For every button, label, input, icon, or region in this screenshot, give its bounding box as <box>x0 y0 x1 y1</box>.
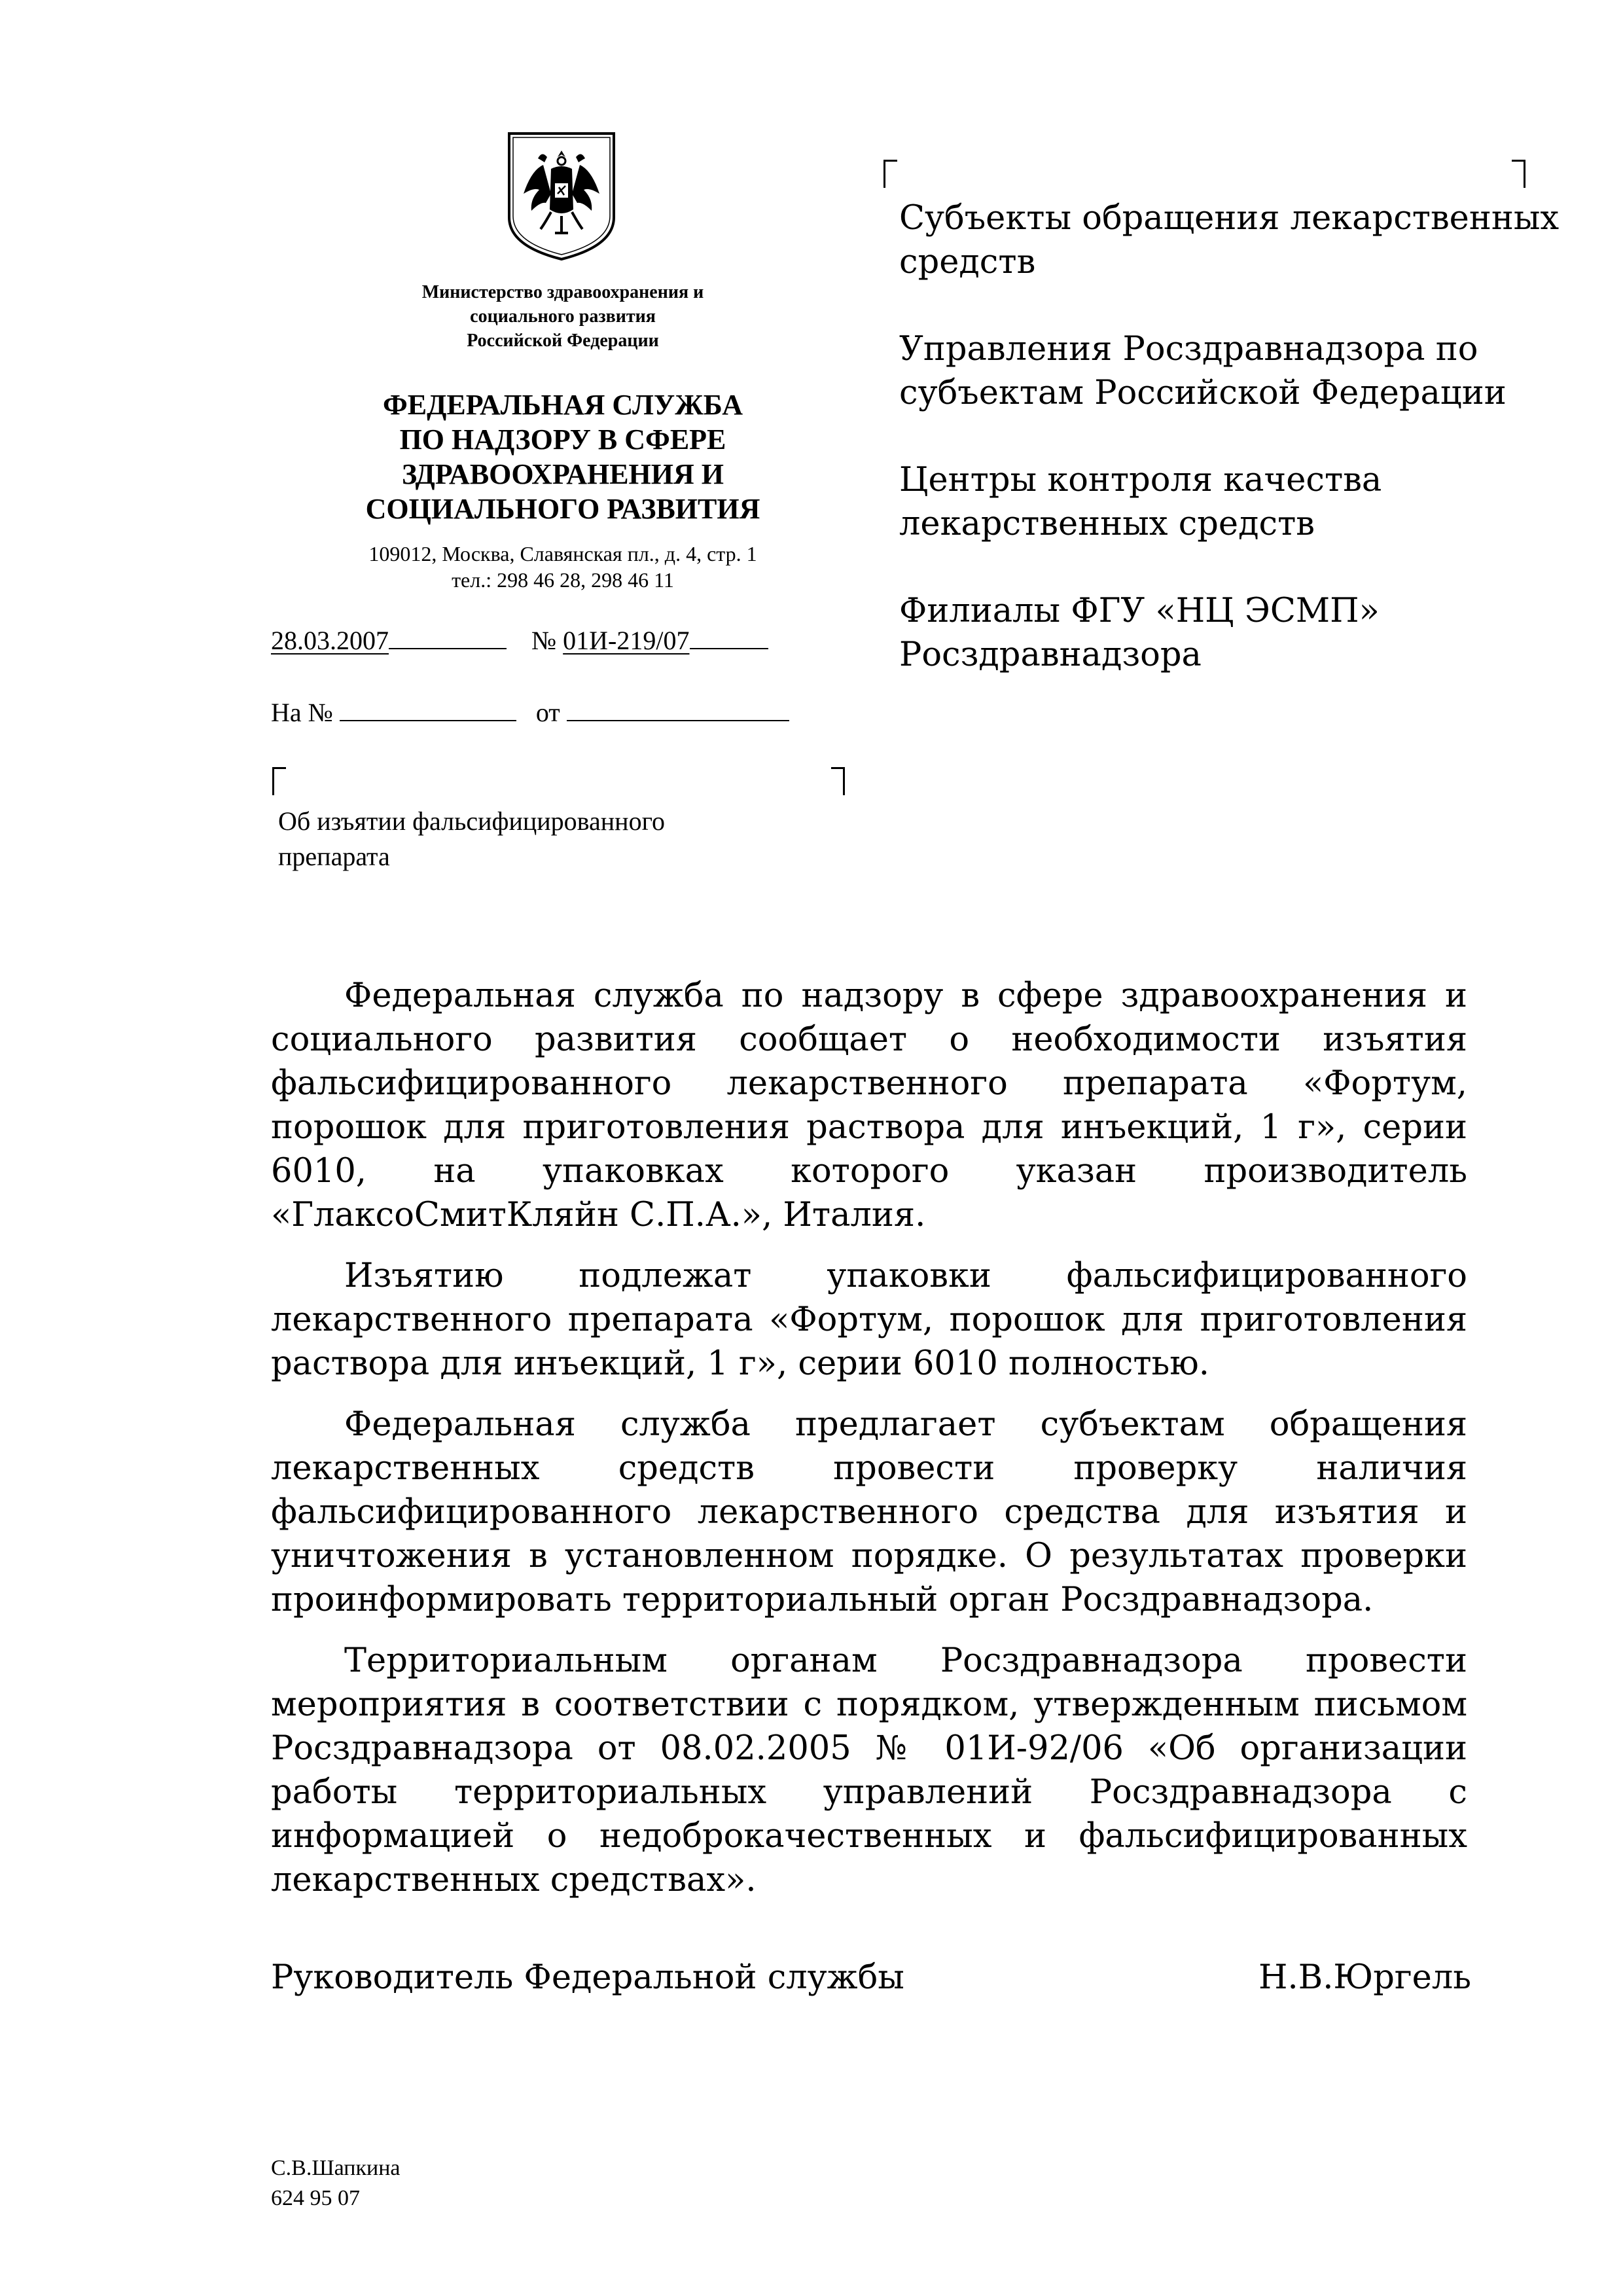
ministry-line: Российской Федерации <box>467 331 659 351</box>
double-headed-eagle-icon <box>505 131 618 262</box>
recipient: Центры контроля качества лекарственных средств <box>899 461 1382 543</box>
body-paragraph: Изъятию подлежат упаковки фальсифицированного лекарственного препарата «Фортум, порошок для приготовления раствора для инъекций, 1 г», серии 6010 полностью. <box>271 1257 1467 1383</box>
recipients-bracket-left <box>883 160 897 188</box>
body-paragraph: Территориальным органам Росздравнадзора провести мероприятия в соответствии с порядком, утвержденным письмом Росздравнадзора от 08.02.2005 № 01И-92/06 «Об организации работы территориальных управлений Росздравнадзора с информацией о недоброкачественных и фальсифицированных лекарственных средствах». <box>271 1641 1467 1899</box>
registration-line <box>271 624 768 657</box>
recipients-block <box>899 196 1593 720</box>
recipient: Филиалы ФГУ «НЦ ЭСМП» Росздравнадзора <box>899 592 1380 674</box>
body-paragraph: Федеральная служба предлагает субъектам обращения лекарственных средств провести проверку наличия фальсифицированного лекарственного средства для изъятия и уничтожения в установленном порядке. О результатах проверки проинформировать территориальный орган Росздравнадзора. <box>271 1405 1467 1619</box>
recipients-bracket-right <box>1512 160 1525 188</box>
service-line: ФЕДЕРАЛЬНАЯ СЛУЖБА <box>383 389 743 421</box>
service-line: ПО НАДЗОРУ В СФЕРЕ <box>399 423 726 456</box>
address-line: 109012, Москва, Славянская пл., д. 4, стр. 1 <box>368 542 757 565</box>
letter-number: 01И-219/07 <box>563 626 690 655</box>
reply-number-blank <box>340 696 516 721</box>
subject-line: препарата <box>278 842 390 871</box>
ministry-name <box>301 280 825 353</box>
letter-body <box>271 974 1467 1919</box>
service-line: ЗДРАВООХРАНЕНИЯ И <box>401 458 724 490</box>
phone-line: тел.: 298 46 28, 298 46 11 <box>452 568 674 592</box>
recipient: Управления Росздравнадзора по субъектам Российской Федерации <box>899 330 1507 412</box>
reply-line <box>271 696 789 729</box>
service-line: СОЦИАЛЬНОГО РАЗВИТИЯ <box>365 493 760 525</box>
letter-subject <box>278 804 867 874</box>
signatory-title: Руководитель Федеральной службы <box>271 1958 904 1997</box>
ministry-line: Министерство здравоохранения и <box>421 282 704 302</box>
reply-label: На № <box>271 698 333 727</box>
recipient: Субъекты обращения лекарственных средств <box>899 199 1560 281</box>
service-address <box>275 541 851 593</box>
from-label: от <box>535 698 560 727</box>
reply-date-blank <box>567 696 789 721</box>
body-paragraph: Федеральная служба по надзору в сфере здравоохранения и социального развития сообщает о необходимости изъятия фальсифицированного лекарственного препарата «Фортум, порошок для приготовления раствора для инъекций, 1 г», серии 6010, на упаковках которого указан производитель «ГлаксоСмитКляйн С.П.А.», Италия. <box>271 977 1467 1234</box>
executor-name: С.В.Шапкина <box>271 2156 401 2180</box>
letter-date: 28.03.2007 <box>271 626 389 655</box>
subject-bracket-left <box>272 767 286 795</box>
ministry-line: социального развития <box>470 306 656 327</box>
coat-of-arms-emblem <box>505 131 618 262</box>
executor-phone: 624 95 07 <box>271 2186 360 2210</box>
signatory-name: Н.В.Юргель <box>1258 1958 1471 1997</box>
executor-info <box>271 2153 401 2214</box>
service-name <box>262 387 864 526</box>
subject-line: Об изъятии фальсифицированного <box>278 806 665 836</box>
number-sign: № <box>531 626 557 655</box>
subject-bracket-right <box>831 767 845 795</box>
